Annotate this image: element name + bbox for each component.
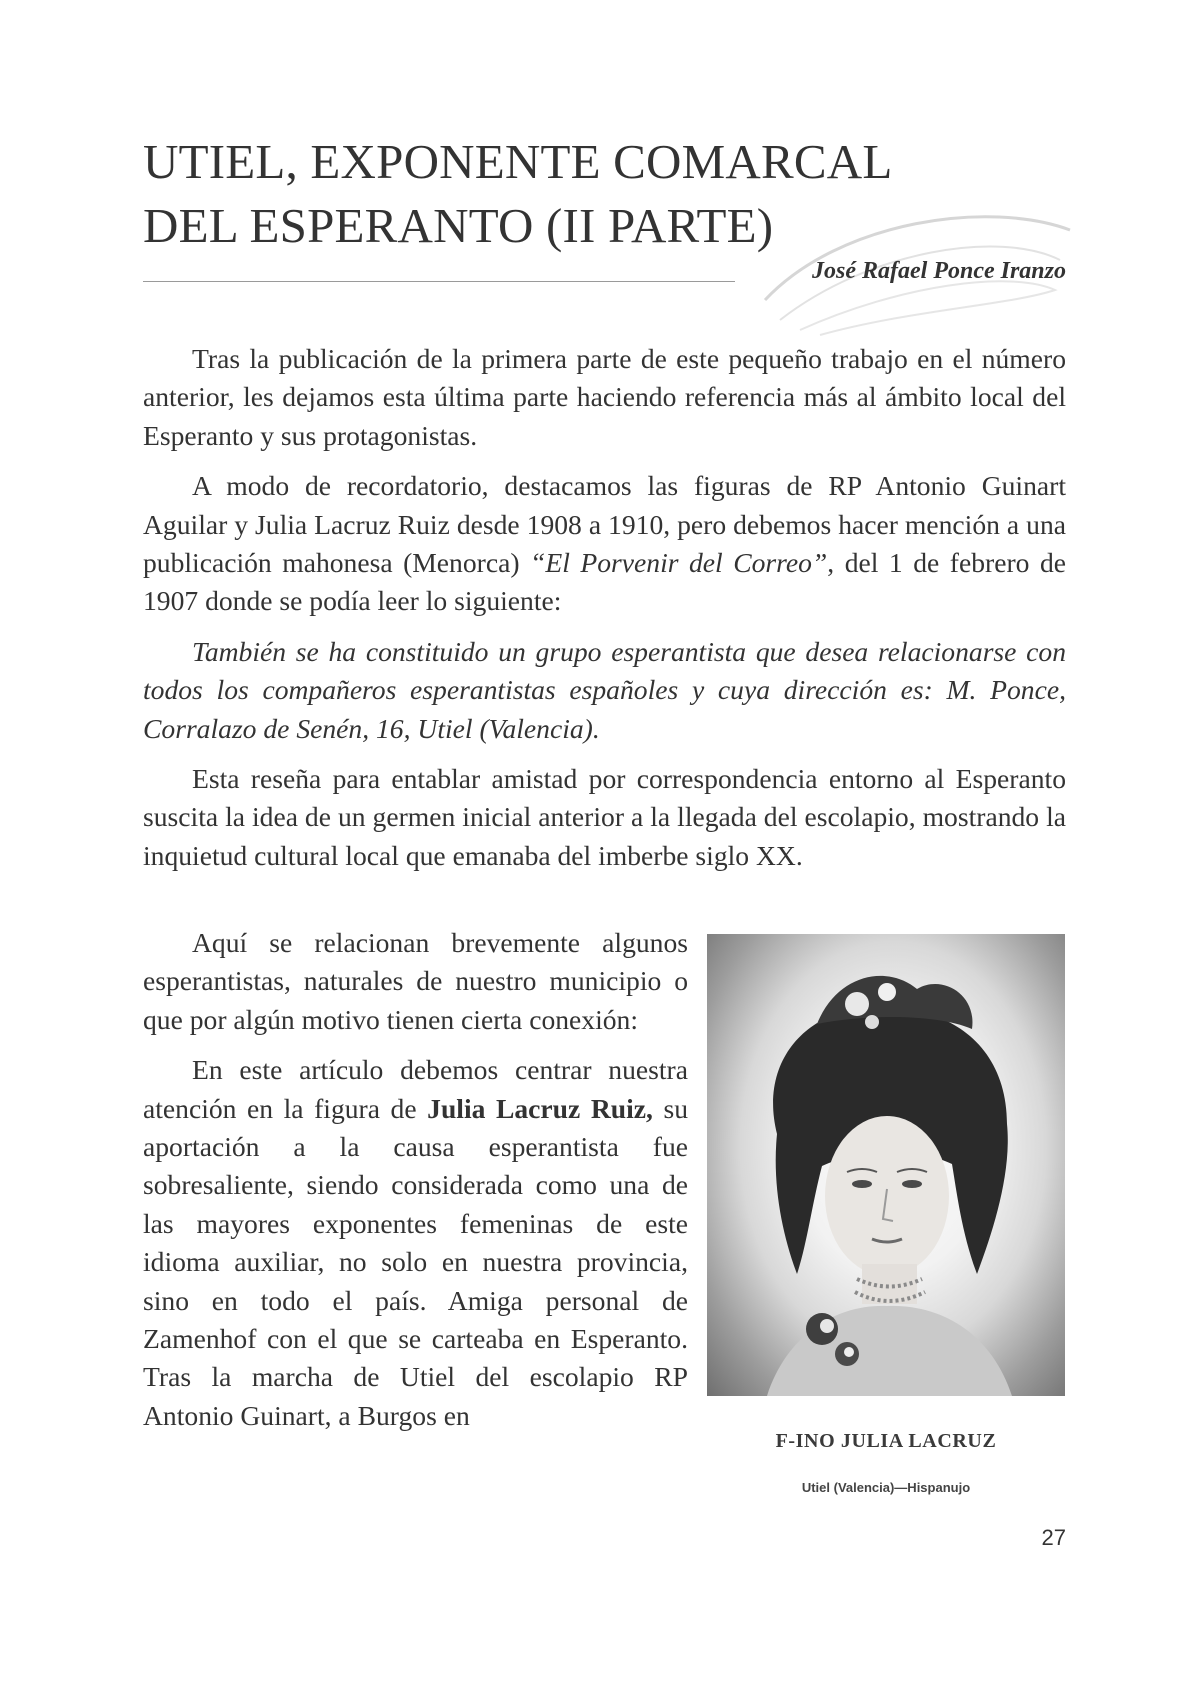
paragraph-esperantists: Aquí se relacionan brevemente algunos esperantistas, naturales de nuestro municipio o que por algún motivo tienen cierta conexión: [143,927,688,1035]
article-body [143,340,1066,887]
paragraph-julia [143,1051,688,1435]
paragraph-review: Esta reseña para entablar amistad por correspondencia entorno al Esperanto suscita la idea de un germen inicial anterior a la llegada del escolapio, mostrando la inquietud cultural local que emanaba del imberbe siglo XX. [143,763,1066,871]
article-column [143,924,688,1447]
photo-subcaption: Utiel (Valencia)—Hispanujo [801,1480,971,1495]
title-line-1: UTIEL, EXPONENTE COMARCAL [143,134,893,189]
quoted-text: También se ha constituido un grupo esperantista que desea relacionarse con todos los compañeros esperantistas españoles y cuya dirección es: M. Ponce, Corralazo de Senén, 16, Utiel (Valencia). [143,635,1066,744]
page-number: 27 [1041,1525,1066,1550]
paragraph-julia-text-2: su aportación a la causa esperantista fue sobresaliente, siendo considerada como una de las mayores exponentes femeninas de este idioma auxiliar, no solo en nuestra provincia, sino en todo el país. Amiga personal de Zamenhof con el que se carteaba en Esperanto. Tras la marcha de Utiel del escolapio RP Antonio Guinart, a Burgos en [143,1092,688,1431]
julia-name: Julia Lacruz Ruiz, [427,1092,653,1124]
title-line-2: DEL ESPERANTO (II PARTE) [143,198,774,253]
publication-title: “El Porvenir del Correo” [530,547,828,579]
paragraph-reminder [143,467,1066,621]
paragraph-intro: Tras la publicación de la primera parte de este pequeño trabajo en el número anterior, les dejamos esta última parte haciendo referencia más al ámbito local del Esperanto y sus protagonistas. [143,343,1066,451]
paragraph-reminder-text-1: A modo de recordatorio, destacamos las figuras de RP Antonio Guinart Aguilar y Julia Lacruz Ruiz desde 1908 a 1910, pero debemos hacer mención a una publicación mahonesa (Menorca) [143,470,1066,579]
title-rule [143,281,735,282]
portrait-photo [707,934,1065,1396]
paragraph-julia-text-1: En este artículo debemos centrar nuestra atención en la figura de [143,1054,688,1124]
author-byline: José Rafael Ponce Iranzo [812,258,1066,284]
photo-caption: F-INO JULIA LACRUZ [775,1430,997,1452]
paragraph-reminder-text-2: , del 1 de febrero de 1907 donde se podía leer lo siguiente: [143,547,1066,617]
